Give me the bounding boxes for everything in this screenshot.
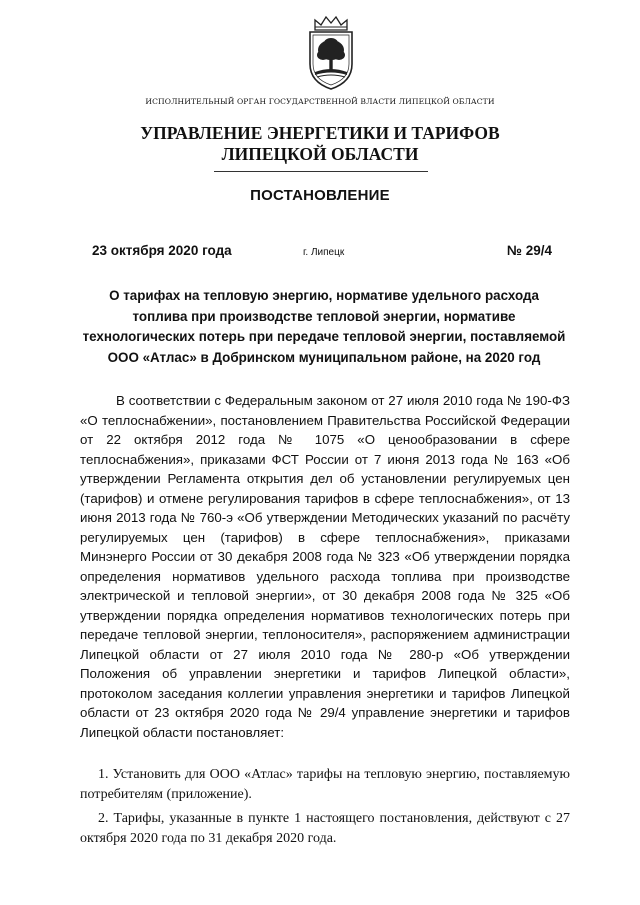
clause-2: 2. Тарифы, указанные в пункте 1 настоящего постановления, действуют с 27 октября 2020 года по 31 декабря 2020 года.: [80, 811, 570, 846]
agency-name-line1: УПРАВЛЕНИЕ ЭНЕРГЕТИКИ И ТАРИФОВ: [140, 123, 500, 143]
document-title: О тарифах на тепловую энергию, нормативе удельного расхода топлива при производстве тепловой энергии, нормативе технологических потерь при передаче тепловой энергии, поставляемой ООО «Атлас» в Добринском муниципальном районе, на 2020 год: [82, 288, 566, 365]
clause-1: 1. Установить для ООО «Атлас» тарифы на тепловую энергию, поставляемую потребителям (приложение).: [80, 767, 570, 802]
document-date: 23 октября 2020 года: [92, 243, 232, 258]
agency-name: [40, 123, 600, 165]
document-city: г. Липецк: [303, 247, 345, 258]
agency-name-line2: ЛИПЕЦКОЙ ОБЛАСТИ: [221, 144, 419, 164]
document-number: № 29/4: [506, 243, 552, 258]
lipetsk-region-coat-of-arms-icon: [301, 14, 361, 92]
preamble-paragraph: В соответствии с Федеральным законом от 27 июля 2010 года № 190-ФЗ «О теплоснабжении», постановлением Правительства Российской Федерации от 22 октября 2012 года № 1075 «О ценообразовании в сфере теплоснабжения», приказами ФСТ России от 7 июня 2013 года № 163 «Об утверждении Регламента открытия дел об установлении регулируемых цен (тарифов) и отмене регулирования тарифов в сфере теплоснабжения», от 13 июня 2013 года № 760-э «Об утверждении Методических указаний по расчёту регулируемых цен (тарифов) в сфере теплоснабжения», приказами Минэнерго России от 30 декабря 2008 года № 323 «Об утверждении порядка определения нормативов удельного расхода топлива при производстве электрической и тепловой энергии», от 30 декабря 2008 года № 325 «Об утверждении порядка определения нормативов технологических потерь при передаче тепловой энергии, теплоносителя», распоряжением администрации Липецкой области от 27 июля 2010 года № 280-р «Об утверждении Положения об управлении энергетики и тарифов Липецкой области», протоколом заседания коллегии управления энергетики и тарифов Липецкой области от 23 октября 2020 года № 29/4 управление энергетики и тарифов Липецкой области постановляет:: [80, 393, 570, 740]
issuing-authority: ИСПОЛНИТЕЛЬНЫЙ ОРГАН ГОСУДАРСТВЕННОЙ ВЛАСТИ ЛИПЕЦКОЙ ОБЛАСТИ: [145, 97, 495, 106]
document-type: ПОСТАНОВЛЕНИЕ: [250, 187, 390, 204]
header-divider: [214, 171, 428, 172]
